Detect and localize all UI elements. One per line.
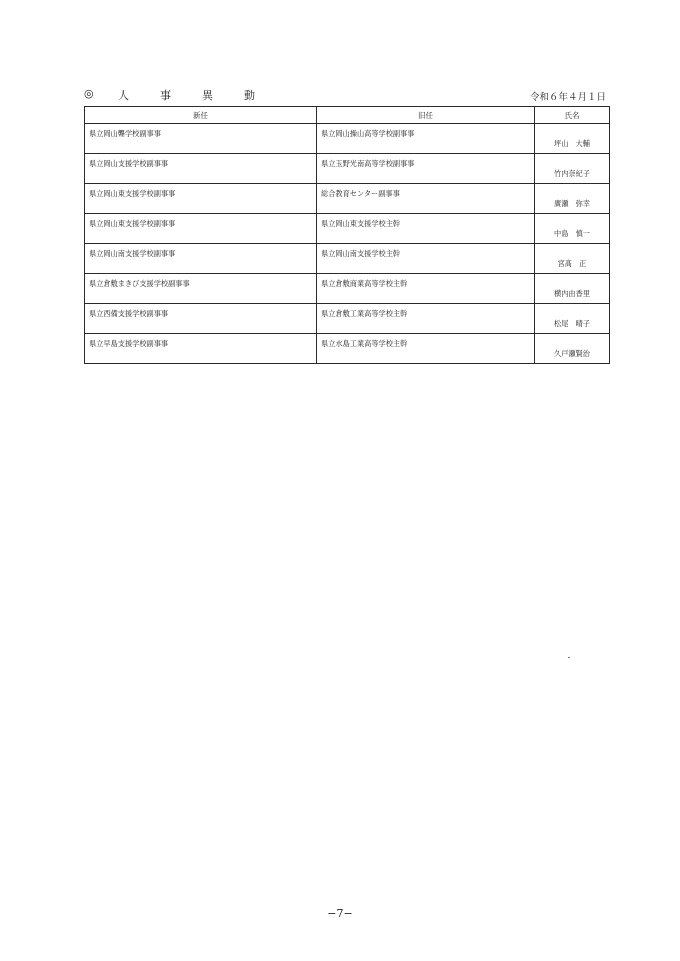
personnel-change-table [84, 106, 610, 364]
new-position-cell: 県立西備支援学校副事事 [85, 304, 317, 334]
header-new-position: 新任 [85, 107, 317, 124]
table-row [85, 244, 610, 274]
table-row [85, 214, 610, 244]
former-position-cell: 県立倉敷商業高等学校主幹 [317, 274, 535, 304]
former-position-cell: 県立玉野光南高等学校副事事 [317, 154, 535, 184]
table-row [85, 274, 610, 304]
person-name-cell: 宮髙 正 [535, 244, 610, 274]
table-row [85, 304, 610, 334]
scan-speck [568, 657, 570, 658]
person-name-cell: 松尾 晴子 [535, 304, 610, 334]
former-position-cell: 県立岡山操山高等学校副事事 [317, 124, 535, 154]
person-name-cell: 竹内奈紀子 [535, 154, 610, 184]
former-position-cell: 県立倉敷工業高等学校主幹 [317, 304, 535, 334]
new-position-cell: 県立岡山聾学校副事事 [85, 124, 317, 154]
header-name: 氏名 [535, 107, 610, 124]
person-name-cell: 中島 慎一 [535, 214, 610, 244]
former-position-cell: 県立岡山東支援学校主幹 [317, 214, 535, 244]
new-position-cell: 県立岡山南支援学校副事事 [85, 244, 317, 274]
new-position-cell: 県立岡山支援学校副事事 [85, 154, 317, 184]
document-title: 人事異動 [118, 89, 286, 102]
table-row [85, 184, 610, 214]
effective-date: 令和６年４月１日 [529, 92, 606, 103]
person-name-cell: 久戸瀬賢治 [535, 334, 610, 364]
double-circle-mark: ◎ [84, 87, 94, 100]
table-header-row [85, 107, 610, 124]
table-row [85, 154, 610, 184]
person-name-cell: 坪山 大輔 [535, 124, 610, 154]
person-name-cell: 横内由香里 [535, 274, 610, 304]
new-position-cell: 県立早島支援学校副事事 [85, 334, 317, 364]
new-position-cell: 県立岡山東支援学校副事事 [85, 214, 317, 244]
table-row [85, 124, 610, 154]
header-former-position: 旧任 [317, 107, 535, 124]
new-position-cell: 県立倉敷まきび支援学校副事事 [85, 274, 317, 304]
former-position-cell: 県立水島工業高等学校主幹 [317, 334, 535, 364]
person-name-cell: 廣瀬 弥幸 [535, 184, 610, 214]
former-position-cell: 総合教育センター副事事 [317, 184, 535, 214]
table-row [85, 334, 610, 364]
page-number: −7− [327, 907, 353, 920]
new-position-cell: 県立岡山東支援学校副事事 [85, 184, 317, 214]
former-position-cell: 県立岡山南支援学校主幹 [317, 244, 535, 274]
